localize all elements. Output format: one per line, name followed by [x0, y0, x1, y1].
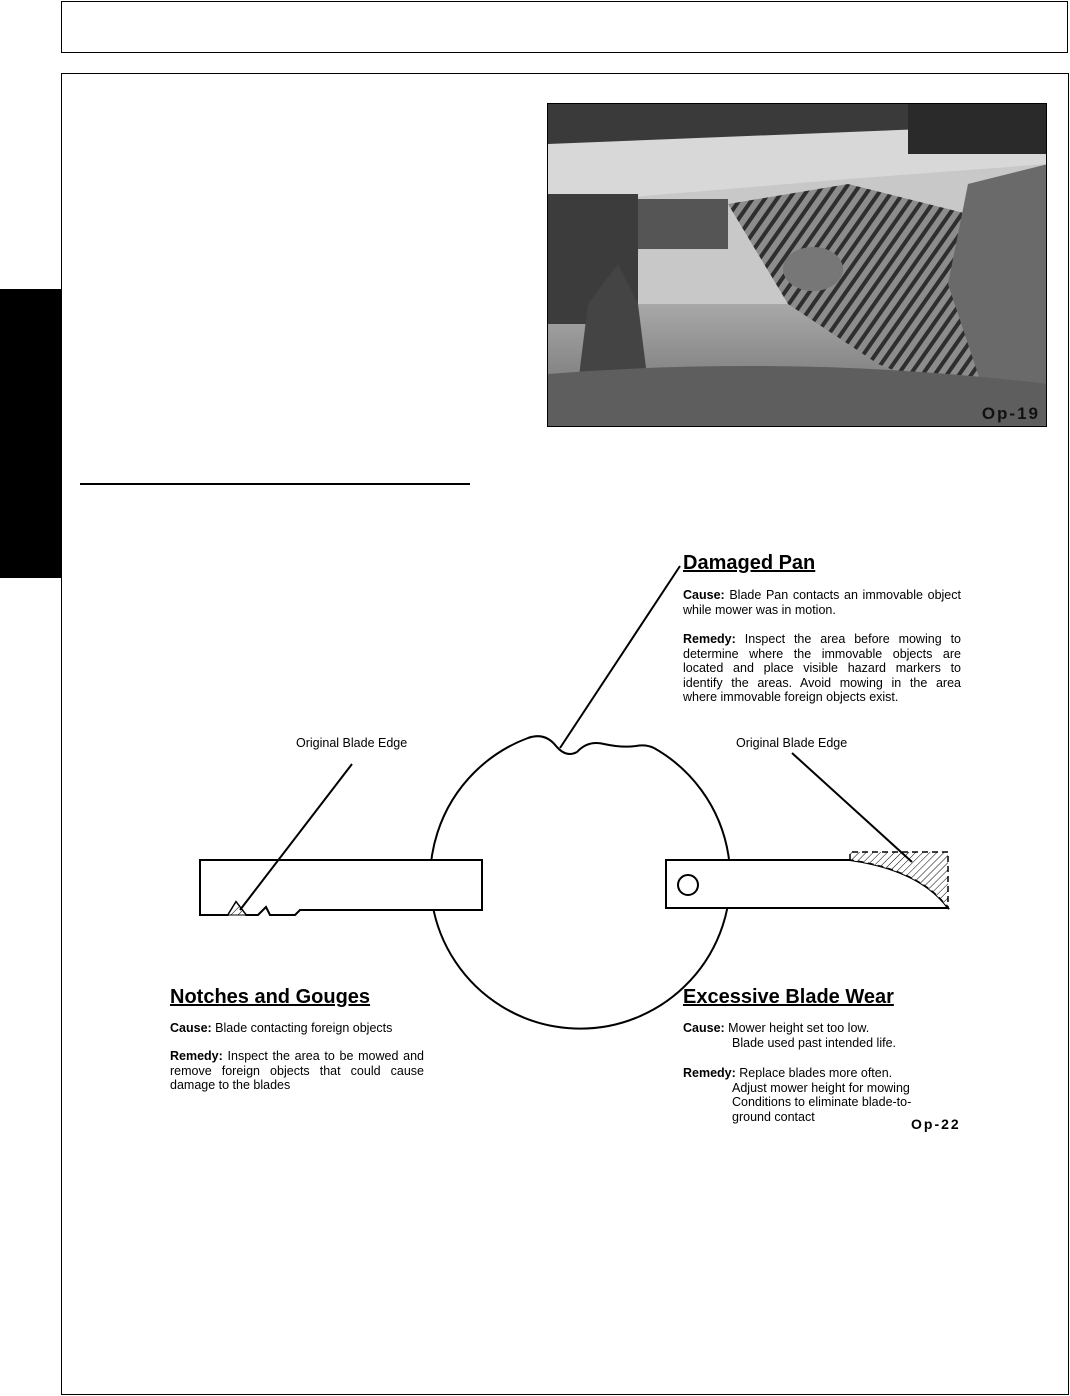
- wear-remedy-line1: Replace blades more often.: [739, 1066, 893, 1080]
- diagram-figure-label: Op-22: [911, 1116, 961, 1132]
- notches-remedy-label: Remedy:: [170, 1049, 223, 1063]
- wear-remedy-line4: ground contact: [732, 1109, 815, 1124]
- wear-title: Excessive Blade Wear: [683, 986, 894, 1008]
- right-blade-bolt-hole: [678, 875, 698, 895]
- notches-cause: [170, 1021, 425, 1036]
- wear-cause-line2: Blade used past intended life.: [732, 1035, 897, 1050]
- damaged-pan-cause: [683, 588, 961, 617]
- damaged-pan-cause-label: Cause:: [683, 588, 725, 602]
- notches-title: Notches and Gouges: [170, 986, 371, 1008]
- damaged-pan-remedy-label: Remedy:: [683, 632, 736, 646]
- left-edge-label: Original Blade Edge: [296, 736, 408, 750]
- notches-cause-text: Blade contacting foreign objects: [215, 1021, 393, 1035]
- notches-remedy: [170, 1049, 424, 1093]
- damaged-pan-leader: [560, 566, 680, 748]
- photo-figure-label: Op-19: [981, 404, 1040, 423]
- wear-cause: [683, 1021, 963, 1050]
- wear-remedy-line2: Adjust mower height for mowing: [732, 1080, 910, 1095]
- notches-cause-label: Cause:: [170, 1021, 212, 1035]
- damaged-pan-title: Damaged Pan: [683, 552, 816, 574]
- wear-cause-label: Cause:: [683, 1021, 725, 1035]
- damaged-pan-remedy-text: Inspect the area before mowing to determine where the immovable objects are located and place visible hazard markers to identify the areas. Avoid mowing in the area where immovable foreign objects exist.: [683, 632, 961, 704]
- right-edge-leader: [792, 753, 912, 862]
- wear-remedy-line3: Conditions to eliminate blade-to-: [732, 1095, 912, 1109]
- wear-remedy-label: Remedy:: [683, 1066, 736, 1080]
- notches-remedy-text: Inspect the area to be mowed and remove foreign objects that could cause damage to the blades: [170, 1049, 424, 1092]
- damaged-pan-remedy: [683, 632, 961, 705]
- wear-cause-line1: Mower height set too low.: [728, 1021, 870, 1035]
- right-edge-label: Original Blade Edge: [736, 736, 848, 750]
- damaged-pan-cause-text: Blade Pan contacts an immovable object while mower was in motion.: [683, 588, 961, 617]
